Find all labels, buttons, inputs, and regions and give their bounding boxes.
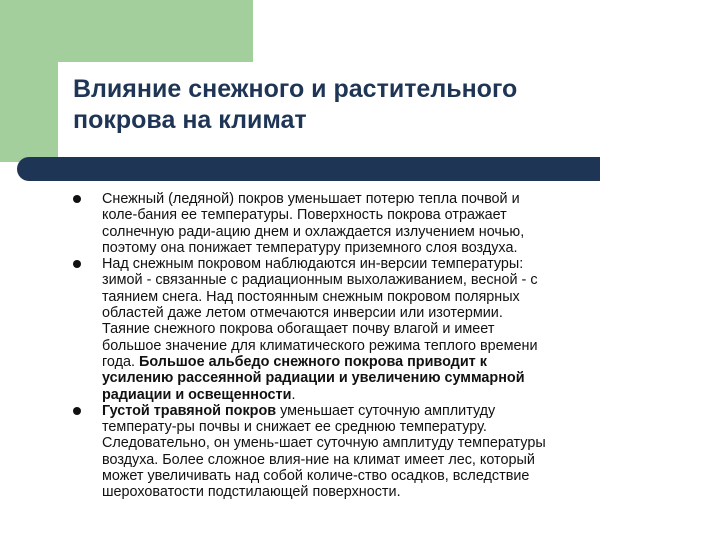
slide-title	[73, 74, 693, 136]
text-segment: года.	[102, 353, 140, 370]
bullet-text-line	[102, 305, 673, 321]
text-segment: воздуха. Более сложное влия-ние на климат имеет лес, который	[102, 451, 535, 468]
bullet-item	[73, 191, 673, 256]
bullet-text-line	[102, 289, 673, 305]
bullet-text-line	[102, 484, 673, 500]
bold-text-segment: радиации и освещенности	[102, 386, 292, 403]
text-segment: шероховатости подстилающей поверхности.	[102, 484, 401, 501]
bullet-text-line	[102, 191, 673, 207]
bullet-text-line	[102, 321, 673, 337]
text-segment: .	[291, 386, 296, 403]
slide-title-line: Влияние снежного и растительного	[73, 75, 518, 103]
bullet-text-line	[102, 272, 673, 288]
text-segment: температу-ры почвы и снижает ее среднюю температуру.	[102, 419, 487, 436]
text-segment: поэтому она понижает температуру приземного слоя воздуха.	[102, 239, 518, 256]
text-segment: зимой - связанные с радиационным выхолаживанием, весной - с	[102, 272, 538, 289]
bullet-text-line	[102, 207, 673, 223]
bold-text-segment: Густой травяной покров	[102, 402, 277, 419]
text-segment: Следовательно, он умень-шает суточную амплитуду температуры	[102, 435, 546, 452]
bullet-dot-icon	[73, 260, 81, 268]
text-segment: Снежный (ледяной) покров уменьшает потерю тепла почвой и	[102, 191, 520, 207]
text-segment: областей даже летом отмечаются инверсии или изотермии.	[102, 305, 503, 322]
bullet-text-line	[102, 240, 673, 256]
text-segment: таянием снега. Над постоянным снежным покровом полярных	[102, 288, 520, 305]
bullet-item	[73, 256, 673, 403]
bullet-text-line	[102, 354, 673, 370]
bold-text-segment: Большое альбедо снежного покрова приводит к	[139, 353, 487, 370]
text-segment: может увеличивать над собой количе-ство осадков, вследствие	[102, 468, 530, 485]
bullet-text-line	[102, 403, 673, 419]
text-segment: Над снежным покровом наблюдаются ин-версии температуры:	[102, 256, 524, 273]
slide-title-line: покрова на климат	[73, 106, 307, 134]
bold-text-segment: усилению рассеянной радиации и увеличению суммарной	[102, 370, 525, 387]
text-segment: солнечную ради-ацию днем и охлаждается излучением ночью,	[102, 223, 525, 240]
bullet-text-line	[102, 387, 673, 403]
bullet-text-line	[102, 256, 673, 272]
bullet-text-line	[102, 338, 673, 354]
bullet-dot-icon	[73, 407, 81, 415]
text-segment: коле-бания ее температуры. Поверхность покрова отражает	[102, 207, 507, 224]
bullet-text-line	[102, 370, 673, 386]
bullet-list	[73, 191, 673, 501]
text-segment: большое значение для климатического режима теплого времени	[102, 337, 538, 354]
bullet-text-line	[102, 435, 673, 451]
text-segment: уменьшает суточную амплитуду	[276, 402, 496, 419]
bullet-text-line	[102, 468, 673, 484]
bullet-dot-icon	[73, 195, 81, 203]
bullet-text-line	[102, 452, 673, 468]
bullet-item	[73, 403, 673, 501]
bullet-text-line	[102, 419, 673, 435]
title-divider-bar	[17, 157, 600, 181]
text-segment: Таяние снежного покрова обогащает почву влагой и имеет	[102, 321, 495, 338]
bullet-text-line	[102, 224, 673, 240]
